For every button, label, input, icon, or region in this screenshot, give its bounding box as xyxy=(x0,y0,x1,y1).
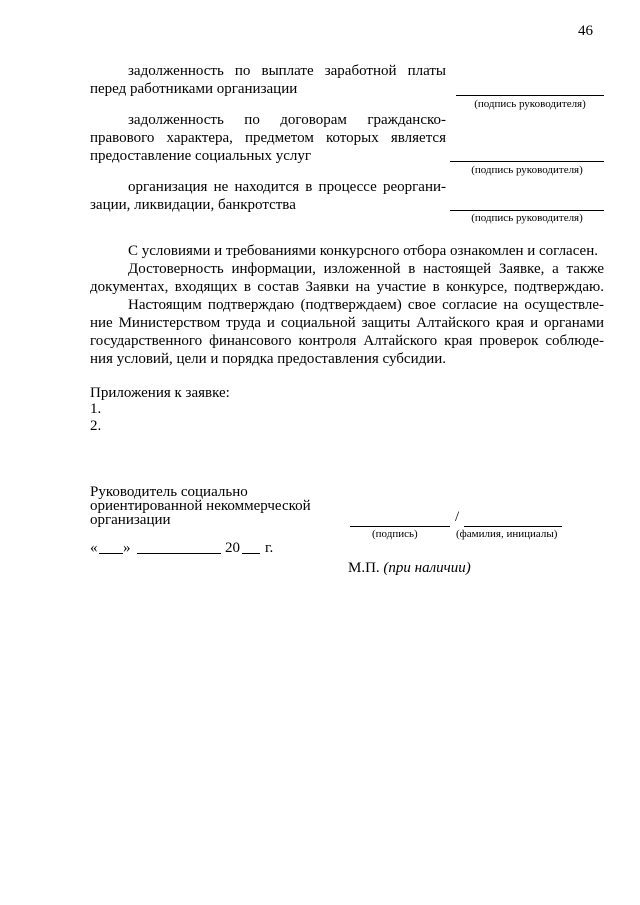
date-open-quote: « xyxy=(90,540,98,556)
reliability-paragraph-line1: Достоверность информации, изложенной в настоящей Заявке, а также xyxy=(128,261,604,277)
consent-paragraph-line3: государственного финансового контроля Алтайского края проверок соблюде- xyxy=(90,333,604,349)
consent-paragraph-line2: ние Министерством труда и социальной защиты Алтайского края и органами xyxy=(90,315,604,331)
attachments-title: Приложения к заявке: xyxy=(90,385,230,401)
date-month-line xyxy=(137,553,221,554)
signature-line-3 xyxy=(450,210,604,211)
signature-caption: (подпись) xyxy=(372,528,418,540)
attachment-item-2: 2. xyxy=(90,418,102,434)
date-year-line xyxy=(242,553,260,554)
agreement-paragraph: С условиями и требованиями конкурсного отбора ознакомлен и согласен. xyxy=(128,243,598,259)
stamp-placeholder xyxy=(348,559,471,577)
signature-separator: / xyxy=(455,509,460,525)
signature-line-2 xyxy=(450,161,604,162)
date-year-suffix: г. xyxy=(265,540,274,556)
signature-caption-2: (подпись руководителя) xyxy=(471,164,583,176)
signature-line xyxy=(350,526,450,527)
signature-caption-3: (подпись руководителя) xyxy=(471,212,583,224)
reliability-paragraph-line2: документах, входящих в состав Заявки на участие в конкурсе, подтверждаю. xyxy=(90,279,604,295)
signature-caption-1: (подпись руководителя) xyxy=(474,98,586,110)
page-number: 46 xyxy=(578,23,593,39)
debt-item-1-line2: перед работниками организации xyxy=(90,81,298,97)
date-day-line xyxy=(99,553,123,554)
date-close-quote: » xyxy=(123,540,131,556)
name-line xyxy=(464,526,562,527)
signature-line-1 xyxy=(456,95,604,96)
attachment-item-1: 1. xyxy=(90,401,102,417)
name-caption: (фамилия, инициалы) xyxy=(456,528,558,540)
debt-item-2-line2: правового характера, предметом которых является xyxy=(90,130,446,146)
consent-paragraph-line4: ния условий, цели и порядка предоставления субсидии. xyxy=(90,351,447,367)
debt-item-3-line2: зации, ликвидации, банкротства xyxy=(90,197,296,213)
head-title-line1: Руководитель социально xyxy=(90,484,248,500)
debt-item-1-line1: задолженность по выплате заработной платы xyxy=(128,63,446,79)
debt-item-2-line1: задолженность по договорам гражданско- xyxy=(128,112,446,128)
consent-paragraph-line1: Настоящим подтверждаю (подтверждаем) свое согласие на осуществле- xyxy=(128,297,604,313)
stamp-label: М.П. xyxy=(348,560,380,576)
head-title-line3: организации xyxy=(90,512,171,528)
debt-item-2-line3: предоставление социальных услуг xyxy=(90,148,312,164)
stamp-note: (при наличии) xyxy=(383,560,471,576)
date-year-prefix: 20 xyxy=(225,540,240,556)
head-title-line2: ориентированной некоммерческой xyxy=(90,498,311,514)
debt-item-3-line1: организация не находится в процессе реоргани- xyxy=(128,179,446,195)
